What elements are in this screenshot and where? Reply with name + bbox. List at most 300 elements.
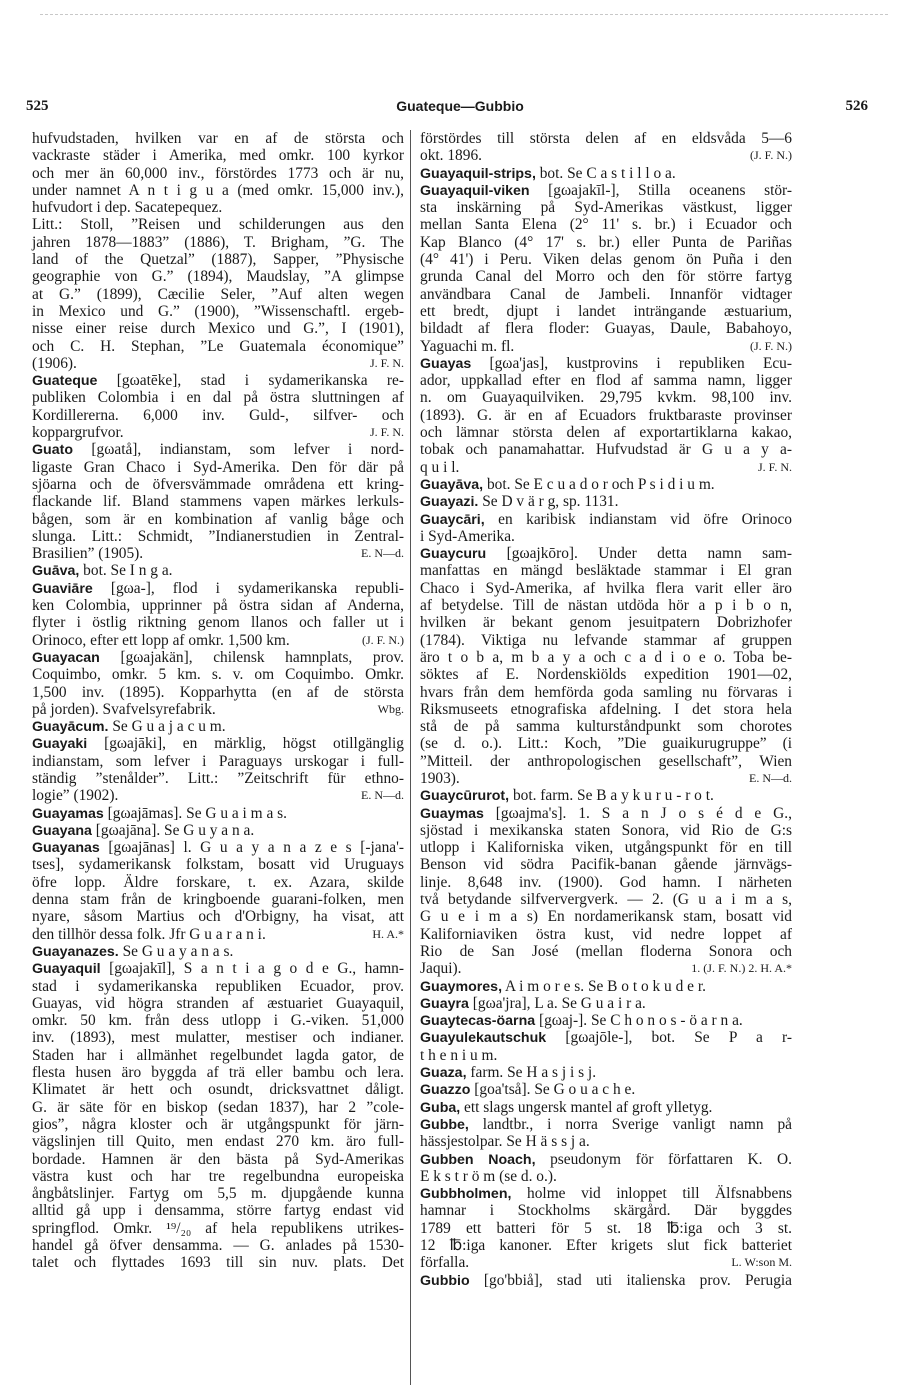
line-text: bot. Se I n g a.: [79, 562, 173, 580]
entry-headword: Gubbholmen,: [420, 1186, 512, 1203]
line-text: logie” (1902).: [32, 787, 119, 805]
line-text: at G.” (1899), Cæcilie Seler, ”Auf alten wegen: [32, 285, 404, 303]
entry-headword: Guaviāre: [32, 580, 93, 597]
line-text: Jaqui).: [420, 960, 462, 978]
text-line: [32, 684, 404, 701]
text-line: [32, 701, 404, 718]
line-text: in Mexico und G.” (1900), ”Wissenschaftl. ergeb-: [32, 302, 404, 320]
page-title: Guateque—Gubbio: [396, 98, 524, 114]
line-text: 1903).: [420, 769, 460, 787]
line-text: (1893). G. är en af Ecuadors fruktbaraste provinser: [420, 406, 792, 424]
text-line: [420, 1185, 792, 1202]
text-line: [420, 234, 792, 251]
line-text: manfattas en mängd besläktade stammar i El gran: [420, 562, 792, 580]
line-text: (1784). Viktiga nu lefvande stammar af gruppen: [420, 631, 792, 649]
entry-headword: Guaycūrurot,: [420, 788, 510, 805]
text-line: [32, 753, 404, 770]
author-signature: (J. F. N.): [749, 338, 792, 353]
line-text: och lämnar största delen af exportartiklarna kakao,: [420, 424, 792, 442]
entry-headword: Guayācum.: [32, 719, 109, 736]
author-signature: 1. (J. F. N.) 2. H. A.*: [691, 961, 792, 976]
line-text: en karibisk indianstam vid öfre Orinoco: [484, 510, 792, 528]
text-line: [420, 1029, 792, 1046]
line-text: [gωajōle-], bot. Se P a r-: [546, 1029, 792, 1047]
entry-headword: Guato: [32, 442, 73, 459]
text-line: [420, 389, 792, 406]
text-line: [32, 735, 404, 752]
text-line: [32, 718, 404, 735]
line-text: sjöarna och de öfversvämmade områdena ett kring-: [32, 475, 404, 493]
line-text: [goa'tså]. Se G o u a c h e.: [470, 1081, 636, 1099]
text-line: [32, 338, 404, 355]
line-text: grunda Canal del Morro och den för större fartyg: [420, 268, 792, 286]
text-line: [32, 580, 404, 597]
line-text: [go'bbiå], stad uti italienska prov. Perugia: [469, 1271, 792, 1289]
line-text: omkr. 50 km. från dess utlopp i G.-viken. 51,000: [32, 1012, 404, 1030]
line-text: [gωaj-]. Se C h o n o s - ö a r n a.: [535, 1012, 743, 1030]
line-text: ett slags ungersk mantel af groft ylletyg.: [460, 1098, 713, 1116]
text-line: [420, 874, 792, 891]
text-line: [420, 1012, 792, 1029]
text-line: [420, 1237, 792, 1254]
text-line: [420, 338, 792, 355]
line-text: Chaco i Syd-Amerika, af hvilka flera varit eller äro: [420, 579, 792, 597]
text-line: [32, 251, 404, 268]
entry-headword: Guayaquil-viken: [420, 182, 530, 199]
author-signature: (J. F. N.): [361, 632, 404, 647]
line-text: [gωajāna]. Se G u y a n a.: [91, 821, 255, 839]
line-text: mellan Santa Elena (2° 11' s. br.) i Ecuador och: [420, 216, 792, 234]
text-line: [32, 234, 404, 251]
entry-headword: Gubbio: [420, 1272, 470, 1289]
line-text: förstördes till största delen af en eldsvåda 5—6: [420, 130, 792, 147]
text-line: [420, 320, 792, 337]
line-text: Staden har i allmänhet regelbundet lagda gator, de: [32, 1046, 404, 1064]
text-line: [32, 1168, 404, 1185]
line-text: 1,500 inv. (1895). Kopparhytta (en af de största: [32, 683, 404, 701]
text-line: [420, 701, 792, 718]
line-text: (4° 41') i Peru. Viken delas genom ön Puña i den: [420, 251, 792, 269]
text-line: [420, 1151, 792, 1168]
text-line: [32, 1047, 404, 1064]
line-text: västra kust och har tre regelbundna europeiska: [32, 1167, 404, 1185]
text-line: [32, 1237, 404, 1254]
entry-headword: Guaytecas-öarna: [420, 1013, 536, 1030]
entry-headword: Guazzo: [420, 1082, 471, 1099]
text-line: [32, 822, 404, 839]
text-line: [32, 528, 404, 545]
entry-headword: Guayaki: [32, 736, 88, 753]
text-line: [420, 666, 792, 683]
text-line: [32, 1099, 404, 1116]
text-line: [32, 1081, 404, 1098]
line-text: 12 ℔:iga kanoner. Efter krigets slut fick batteriet: [420, 1237, 792, 1254]
entry-headword: Guayana: [32, 822, 92, 839]
text-line: [420, 632, 792, 649]
text-line: [420, 978, 792, 995]
text-line: [32, 960, 404, 977]
line-text: okt. 1896.: [420, 147, 482, 165]
line-text: farm. Se H a s j i s j.: [466, 1064, 597, 1082]
line-text: linje. 8,648 inv. (1900). God hamn. I närheten: [420, 873, 792, 891]
text-line: [420, 182, 792, 199]
text-line: [420, 908, 792, 925]
author-signature: E. N—d.: [361, 788, 404, 803]
line-text: jahren 1878—1883” (1886), T. Brigham, ”G. The: [32, 233, 404, 251]
line-text: hvars från dem hemförda goda samling nu förvaras i: [420, 683, 792, 701]
text-line: [32, 147, 404, 164]
line-text: Rio de San José (mellan floderna Sonora och: [420, 942, 792, 960]
line-text: (1906).: [32, 354, 77, 372]
author-signature: J. F. N.: [369, 355, 404, 370]
text-line: [420, 1220, 792, 1237]
line-text: Klimatet är hett och osundt, dricksvattnet dåligt.: [32, 1081, 404, 1099]
text-line: [420, 545, 792, 562]
text-line: [420, 597, 792, 614]
line-text: förfalla.: [420, 1254, 470, 1272]
text-line: [32, 632, 404, 649]
text-line: [420, 459, 792, 476]
line-text: [gωajakīl], S a n t i a g o d e G., hamn-: [100, 960, 404, 978]
text-line: [32, 268, 404, 285]
line-text: ”Mitteil. der anthropologischen gesellschaft”, Wien: [420, 752, 792, 770]
line-text: landtbr., i norra Sverige vanligt namn på: [468, 1115, 792, 1133]
text-line: [32, 805, 404, 822]
line-text: q u i l.: [420, 458, 460, 476]
line-text: G. är säte för en biskop (sedan 1837), har 2 ”cole-: [32, 1098, 404, 1116]
line-text: pseudonym för författaren K. O.: [535, 1150, 792, 1168]
line-text: geographie von G.” (1894), Maudslay, ”A glimpse: [32, 268, 404, 286]
line-text: nisse einer reise durch Mexico und G.”, I (1901),: [32, 320, 404, 338]
line-text: land of the Quetzal” (1887), Sapper, ”Physische: [32, 251, 404, 269]
line-text: den tillhör dessa folk. Jfr G u a r a n i.: [32, 925, 266, 943]
line-text: [gωa'jra], L a. Se G u a i r a.: [468, 994, 646, 1012]
line-text: utlopp i Kaliforniska viken, utgångspunkt för en till: [420, 839, 792, 857]
line-text: ken Colombia, upprinner på östra sidan af Anderna,: [32, 597, 404, 615]
text-line: [32, 787, 404, 804]
author-signature: E. N—d.: [361, 546, 404, 561]
text-line: [420, 511, 792, 528]
line-text: (se d. o.). Litt.: Koch, ”Die guaikurugruppe” (i: [420, 735, 792, 753]
entry-headword: Guayanas: [32, 840, 100, 857]
line-text: bot. farm. Se B a y k u r u - r o t.: [509, 787, 714, 805]
line-text: ador, uppkallad efter en flod af samma namn, ligger: [420, 372, 792, 390]
text-line: [32, 770, 404, 787]
text-line: [32, 1254, 404, 1271]
text-line: [420, 424, 792, 441]
line-text: vägslinjen till Quito, men endast 270 km. äro full-: [32, 1133, 404, 1151]
line-text: Kaliforniaviken östra kust, vid nedre loppet af: [420, 925, 792, 943]
line-text: ligaste Gran Chaco i Syd-Amerika. Den för där på: [32, 458, 404, 476]
line-text: söktes af E. Nordenskiölds expedition 1901—02,: [420, 666, 792, 684]
author-signature: E. N—d.: [749, 770, 792, 785]
text-line: [420, 355, 792, 372]
line-text: G u e i m a s) En nordamerikansk stam, bosatt vid: [420, 908, 792, 926]
line-text: hvilken är bekant genom jesuitpatern Dobrizhofer: [420, 614, 792, 632]
entry-headword: Guayāva,: [420, 476, 484, 493]
text-line: [420, 839, 792, 856]
line-text: hamnar i Stockholms skärgård. Där byggdes: [420, 1202, 792, 1220]
line-text: och C. H. Stephan, ”Le Guatemala économique”: [32, 337, 404, 355]
entry-headword: Guayanazes.: [32, 943, 119, 960]
text-line: [32, 182, 404, 199]
line-text: koppargrufvor.: [32, 424, 124, 442]
text-line: [32, 926, 404, 943]
line-text: flackande lif. Bland stammens vapen märkes lerkuls-: [32, 493, 404, 511]
text-line: [420, 960, 792, 977]
line-text: denna stam från de kringboende guarani-folken, men: [32, 891, 404, 909]
line-text: i Syd-Amerika.: [420, 527, 515, 545]
text-line: [420, 1254, 792, 1271]
entry-headword: Guayra: [420, 995, 469, 1012]
text-line: [420, 165, 792, 182]
text-line: [32, 562, 404, 579]
entry-headword: Guayaquil: [32, 961, 101, 978]
text-line: [32, 493, 404, 510]
text-line: [420, 147, 792, 164]
line-text: bildadt af flera floder: Guayas, Daule, Babahoyo,: [420, 320, 792, 338]
text-line: [32, 476, 404, 493]
text-line: [32, 891, 404, 908]
line-text: [gωajkōro]. Under detta namn sam-: [486, 545, 792, 563]
entry-headword: Guaycuru: [420, 546, 487, 563]
line-text: Kap Blanco (4° 17' s. br.) eller Punta de Pariñas: [420, 233, 792, 251]
entry-headword: Guaza,: [420, 1065, 467, 1082]
line-text: A i m o r e s. Se B o t o k u d e r.: [502, 977, 706, 995]
line-text: slunga. Litt.: Schmidt, ”Indianerstudien in Zentral-: [32, 527, 404, 545]
line-text: publiken Colombia i en dal på östra sluttningen af: [32, 389, 404, 407]
line-text: vackraste städer i Amerika, med omkr. 100 kyrkor: [32, 147, 404, 165]
text-line: [420, 493, 792, 510]
line-text: tobak och panamahattar. Hufvudstad är G u a y a-: [420, 441, 792, 459]
text-line: [420, 1064, 792, 1081]
line-text: nyare, såsom Martius och d'Orbigny, ha visat, att: [32, 908, 404, 926]
line-text: Orinoco, efter ett lopp af omkr. 1,500 km.: [32, 631, 290, 649]
line-text: under namnet A n t i g u a (med omkr. 15,000 inv.),: [32, 181, 404, 199]
line-text: bordade. Hamnen är den bästa på Syd-Amerikas: [32, 1150, 404, 1168]
line-text: inv. (1893), mest mulatter, mestiser och indianer.: [32, 1029, 404, 1047]
line-text: två betydande silfververgverk. — 2. (G u a i m a s,: [420, 891, 792, 909]
text-line: [420, 528, 792, 545]
text-line: [420, 372, 792, 389]
text-line: [420, 1047, 792, 1064]
text-line: [32, 1202, 404, 1219]
text-line: [420, 407, 792, 424]
text-line: [32, 597, 404, 614]
left-page-number: 525: [26, 98, 49, 114]
entry-headword: Guba,: [420, 1099, 461, 1116]
author-signature: L. W:son M.: [731, 1255, 792, 1270]
line-text: Se D v ä r g, sp. 1131.: [478, 493, 619, 511]
author-signature: J. F. N.: [369, 425, 404, 440]
text-line: [420, 856, 792, 873]
text-line: [420, 822, 792, 839]
line-text: Guayas, vid högra stranden af æstuariet Guayaquil,: [32, 994, 404, 1012]
line-text: [gωajāmas]. Se G u a i m a s.: [103, 804, 288, 822]
entry-headword: Guaycāri,: [420, 511, 485, 528]
text-line: [420, 130, 792, 147]
text-line: [32, 286, 404, 303]
text-line: [420, 614, 792, 631]
line-text: hufvudstaden, hvilken var en af de största och: [32, 130, 404, 147]
text-line: [32, 649, 404, 666]
text-line: [32, 389, 404, 406]
line-text: indianstam, som lefver i Paraguays urskogar i full-: [32, 752, 404, 770]
line-text: ett bredt, djupt i landet inträngande æstuarium,: [420, 302, 792, 320]
line-text: ständig ”stenålder”. Litt.: ”Zeitschrift für ethno-: [32, 769, 404, 787]
text-line: [420, 1168, 792, 1185]
text-line: [420, 718, 792, 735]
text-line: [420, 995, 792, 1012]
line-text: sjöstad i mexikanska staten Sonora, vid Rio de G:s: [420, 821, 792, 839]
text-line: [420, 943, 792, 960]
entry-headword: Guayaquil-strips,: [420, 165, 536, 182]
text-line: [420, 476, 792, 493]
entry-headword: Guayulekautschuk: [420, 1030, 547, 1047]
text-line: [32, 1012, 404, 1029]
text-line: [420, 1272, 792, 1289]
line-text: äro t o b a, m b a y a och c a d i o e o. Toba be-: [420, 648, 792, 666]
text-line: [32, 874, 404, 891]
line-text: [gωajānas] l. G u a y a n a z e s [-jana'-: [99, 839, 404, 857]
line-text: öfre lopp. Äldre forskare, t. ex. Azara, skilde: [32, 873, 404, 891]
text-line: [420, 649, 792, 666]
text-line: [420, 1081, 792, 1098]
line-text: af betydelse. Till de nästan utdöda hör a p i b o n,: [420, 597, 792, 615]
line-text: Riksmuseets etnografiska afdelning. I det stora hela: [420, 700, 792, 718]
line-text: Coquimbo, omkr. 5 km. s. v. om Coquimbo. Omkr.: [32, 666, 404, 684]
text-line: [32, 666, 404, 683]
text-line: [32, 943, 404, 960]
line-text: [gωajakän], chilensk hamnplats, prov.: [99, 648, 404, 666]
line-text: [gωatēke], stad i sydamerikanska re-: [97, 372, 404, 390]
line-text: [gωajma's]. 1. S a n J o s é d e G.,: [483, 804, 792, 822]
entry-headword: Gubben Noach,: [420, 1151, 536, 1168]
line-text: t h e n i u m.: [420, 1046, 498, 1064]
text-line: [32, 1220, 404, 1237]
column-divider: [410, 130, 411, 1385]
line-text: bågen, som är en kombination af vanlig båge och: [32, 510, 404, 528]
line-text: bot. Se E c u a d o r och P s i d i u m.: [483, 475, 715, 493]
line-text: ångbåtslinjer. Fartyg om 5,5 m. djupgående kunna: [32, 1185, 404, 1203]
author-signature: J. F. N.: [757, 459, 792, 474]
line-text: flyter i östlig riktning genom llanos och faller ut i: [32, 614, 404, 632]
author-signature: Wbg.: [377, 701, 404, 716]
text-line: [32, 165, 404, 182]
text-line: [32, 372, 404, 389]
line-text: på jorden). Svafvelsyrefabrik.: [32, 700, 216, 718]
author-signature: H. A.*: [372, 926, 404, 941]
text-line: [32, 1064, 404, 1081]
text-line: [32, 216, 404, 233]
line-text: och mer än 60,000 inv., förstördes 1773 och är nu,: [32, 164, 404, 182]
text-line: [420, 1099, 792, 1116]
line-text: n. om Guayaquilviken. 29,795 kvkm. 98,100 inv.: [420, 389, 792, 407]
text-line: [32, 355, 404, 372]
text-line: [32, 130, 404, 147]
text-line: [32, 407, 404, 424]
line-text: alltid gå upp i densamma, större fartyg endast vid: [32, 1202, 404, 1220]
entry-headword: Guāva,: [32, 563, 80, 580]
line-text: [gωajakīl-], Stilla oceanens stör-: [529, 181, 792, 199]
line-text: [gωa'jas], kustprovins i republiken Ecu-: [471, 354, 792, 372]
text-line: [32, 320, 404, 337]
entry-headword: Gubbe,: [420, 1116, 469, 1133]
text-line: [32, 995, 404, 1012]
line-text: Kordillererna. 6,000 inv. Guld-, silfver- och: [32, 406, 404, 424]
line-text: bot. Se C a s t i l l o a.: [535, 164, 676, 182]
line-text: Brasilien” (1905).: [32, 545, 144, 563]
entry-headword: Guaymas: [420, 805, 484, 822]
line-text: Se G u a y a n a s.: [118, 942, 234, 960]
right-column: [420, 130, 792, 1289]
top-rule: [40, 14, 888, 15]
right-page-number: 526: [845, 98, 868, 114]
text-line: [420, 286, 792, 303]
text-line: [420, 787, 792, 804]
text-line: [420, 441, 792, 458]
text-line: [32, 1151, 404, 1168]
text-line: [420, 1116, 792, 1133]
line-text: holme vid inloppet till Älfsnabbens: [511, 1185, 792, 1203]
text-line: [32, 424, 404, 441]
text-line: [420, 580, 792, 597]
text-line: [32, 614, 404, 631]
text-line: [32, 545, 404, 562]
text-line: [420, 753, 792, 770]
line-text: E k s t r ö m (se d. o.).: [420, 1167, 557, 1185]
line-text: 1789 ett batteri för 5 st. 18 ℔:iga och 3 st.: [420, 1219, 792, 1237]
line-text: handel gå öfver densamma. — G. anlades på 1530-: [32, 1237, 404, 1254]
text-line: [420, 199, 792, 216]
text-line: [420, 770, 792, 787]
text-line: [32, 303, 404, 320]
line-text: användbara Canal de Jambeli. Innanför vidtager: [420, 285, 792, 303]
entry-headword: Guayamas: [32, 805, 104, 822]
text-line: [420, 303, 792, 320]
text-line: [420, 268, 792, 285]
line-text: stad i sydamerikanska republiken Ecuador, prov.: [32, 977, 404, 995]
entry-headword: Guateque: [32, 373, 98, 390]
text-line: [420, 684, 792, 701]
text-line: [420, 1133, 792, 1150]
line-text: Litt.: Stoll, ”Reisen und schilderungen aus den: [32, 216, 404, 234]
entry-headword: Guayazi.: [420, 494, 479, 511]
entry-headword: Guayas: [420, 355, 472, 372]
line-text: hufvudort i dep. Sacatepequez.: [32, 199, 223, 217]
text-line: [32, 1133, 404, 1150]
text-line: [420, 735, 792, 752]
line-text: springflod. Omkr. ¹⁹/₂₀ af hela republikens utrikes-: [32, 1219, 404, 1237]
line-text: Yaguachi m. fl.: [420, 337, 515, 355]
text-line: [32, 1029, 404, 1046]
text-line: [32, 856, 404, 873]
line-text: Se G u a j a c u m.: [108, 718, 226, 736]
text-line: [32, 978, 404, 995]
line-text: talet och flyttades 1693 till sin nuv. plats. Det: [32, 1254, 404, 1272]
line-text: flesta husen äro byggda af trä eller bambu och lera.: [32, 1064, 404, 1082]
left-column: [32, 130, 404, 1272]
text-line: [32, 839, 404, 856]
line-text: [gωa-], flod i sydamerikanska republi-: [92, 579, 404, 597]
entry-headword: Guaymores,: [420, 978, 503, 995]
text-line: [32, 908, 404, 925]
text-line: [420, 1202, 792, 1219]
text-line: [420, 562, 792, 579]
line-text: stå de på samma kulturståndpunkt som chorotes: [420, 718, 792, 736]
text-line: [420, 251, 792, 268]
line-text: tses], sydamerikansk folkstam, bosatt vid Uruguays: [32, 856, 404, 874]
